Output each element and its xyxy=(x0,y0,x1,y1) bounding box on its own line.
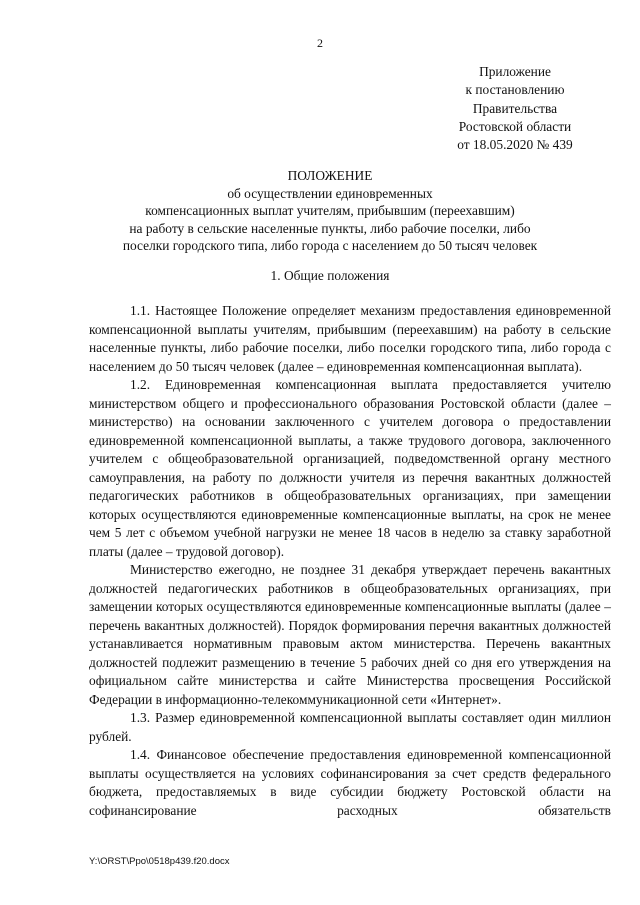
appendix-line: Правительства xyxy=(472,100,558,116)
appendix-line: Приложение xyxy=(479,64,551,79)
paragraph: 1.2. Единовременная компенсационная выплата предоставляется учителю министерством общего и профессионального образования Ростовской области (далее – министерство) на основании заключенного с учителем договора о предоставлении единовременной компенсационной выплаты, а также трудового договора, заключенного учителем с общеобразовательной организацией, подведомственной органу местного самоуправления, на работу по должности учителя из перечня вакантных должностей педагогических работников в общеобразовательных организациях, при замещении которых осуществляются единовременные компенсационные выплаты, на срок не менее чем 5 лет с объемом учебной нагрузки не менее 18 часов в неделю за ставку заработной платы (далее – трудовой договор). xyxy=(89,377,611,559)
document-title xyxy=(90,167,570,255)
page-number: 2 xyxy=(317,36,323,50)
appendix-line: от 18.05.2020 № 439 xyxy=(457,137,573,153)
document-body xyxy=(89,302,611,820)
paragraph: 1.4. Финансовое обеспечение предоставления единовременной компенсационной выплаты осуществляется на условиях софинансирования за счет средств федерального бюджета, предоставляемых в виде субсидии бюджету Ростовской области на софинансирование расходных обязательств xyxy=(89,747,611,818)
section-heading: 1. Общие положения xyxy=(270,268,390,283)
title-line: об осуществлении единовременных xyxy=(227,185,433,201)
title-line: компенсационных выплат учителям, прибывшим (переехавшим) xyxy=(145,203,515,219)
paragraph: 1.1. Настоящее Положение определяет механизм предоставления единовременной компенсационной выплаты учителям, прибывшим (переехавшим) на работу в сельские населенные пункты, либо рабочие поселки, либо поселки городского типа, либо города с населением до 50 тысяч человек (далее – единовременная компенсационная выплата). xyxy=(89,303,611,374)
appendix-block xyxy=(440,63,590,154)
appendix-line: Ростовской области xyxy=(458,118,572,134)
paragraph: 1.3. Размер единовременной компенсационной выплаты составляет один миллион рублей. xyxy=(89,710,611,744)
title-line: ПОЛОЖЕНИЕ xyxy=(287,168,373,183)
paragraph: Министерство ежегодно, не позднее 31 декабря утверждает перечень вакантных должностей педагогических работников в общеобразовательных организациях, при замещении которых осуществляются единовременные компенсационные выплаты (далее – перечень вакантных должностей). Порядок формирования перечня вакантных должностей устанавливается нормативным правовым актом министерства. Перечень вакантных должностей подлежит размещению в течение 5 рабочих дней со дня его утверждения на официальном сайте министерства и сайте Министерства просвещения Российской Федерации в информационно-телекоммуникационной сети «Интернет». xyxy=(89,562,611,707)
title-line: на работу в сельские населенные пункты, либо рабочие поселки, либо xyxy=(129,220,531,236)
appendix-line: к постановлению xyxy=(465,82,565,98)
file-path-footer: Y:\ORST\Ppo\0518p439.f20.docx xyxy=(89,856,230,867)
title-line: поселки городского типа, либо города с населением до 50 тысяч человек xyxy=(122,238,538,254)
